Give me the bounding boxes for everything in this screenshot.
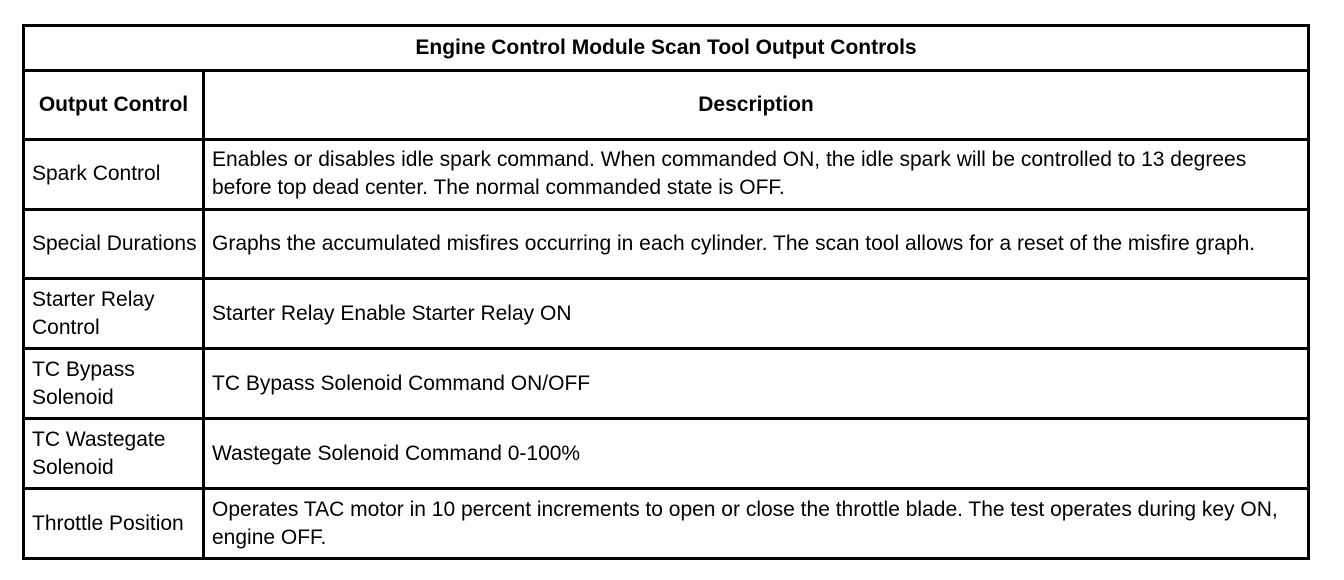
table-row	[24, 209, 1309, 279]
table-row	[24, 489, 1309, 559]
row-control-cell: Spark Control	[24, 139, 204, 209]
row-description-cell: Enables or disables idle spark command. When commanded ON, the idle spark will be controlled to 13 degrees before top dead center. The normal commanded state is OFF.	[204, 139, 1309, 209]
row-control-cell: TC Wastegate Solenoid	[24, 419, 204, 489]
output-controls-table	[22, 24, 1310, 560]
row-description-cell: TC Bypass Solenoid Command ON/OFF	[204, 349, 1309, 419]
row-control-cell: TC Bypass Solenoid	[24, 349, 204, 419]
table-row	[24, 139, 1309, 209]
table-title: Engine Control Module Scan Tool Output Controls	[24, 26, 1309, 71]
row-description-cell: Graphs the accumulated misfires occurring in each cylinder. The scan tool allows for a reset of the misfire graph.	[204, 209, 1309, 279]
row-control-cell: Special Durations	[24, 209, 204, 279]
row-description-cell: Wastegate Solenoid Command 0-100%	[204, 419, 1309, 489]
header-description: Description	[204, 70, 1309, 139]
row-control-cell: Throttle Position	[24, 489, 204, 559]
row-description-cell: Starter Relay Enable Starter Relay ON	[204, 279, 1309, 349]
table-title-row	[24, 26, 1309, 71]
row-control-cell: Starter Relay Control	[24, 279, 204, 349]
header-output-control: Output Control	[24, 70, 204, 139]
row-description-cell: Operates TAC motor in 10 percent increments to open or close the throttle blade. The test operates during key ON, engine OFF.	[204, 489, 1309, 559]
table-row	[24, 279, 1309, 349]
table-row	[24, 419, 1309, 489]
table-header-row	[24, 70, 1309, 139]
table-row	[24, 349, 1309, 419]
